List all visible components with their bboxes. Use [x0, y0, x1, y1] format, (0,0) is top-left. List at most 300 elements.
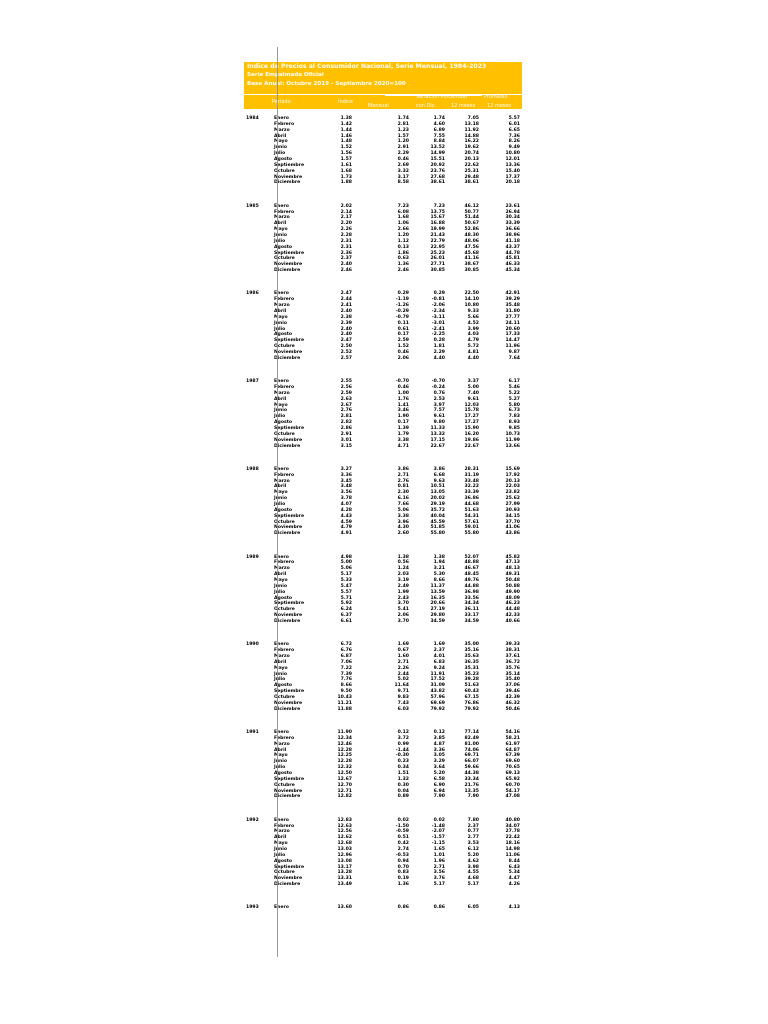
average-cell: 34.07 — [505, 823, 520, 829]
month-cell: Agosto — [274, 858, 293, 864]
index-cell: 6.37 — [340, 613, 352, 619]
monthly-change-cell: 0.29 — [397, 291, 409, 297]
dec-change-cell: 0.12 — [433, 730, 445, 736]
table-header-banner — [244, 62, 522, 109]
month-cell: Septiembre — [274, 162, 305, 168]
index-cell: 4.79 — [340, 525, 352, 531]
average-cell: 40.66 — [505, 619, 520, 625]
monthly-change-cell: 2.29 — [397, 151, 409, 157]
col-header-indice: Índice — [338, 99, 354, 105]
twelve-month-change-cell: 16.20 — [464, 431, 479, 437]
index-cell: 12.46 — [337, 741, 352, 747]
index-cell: 2.28 — [340, 233, 352, 239]
month-cell: Enero — [274, 905, 289, 911]
twelve-month-change-cell: 52.07 — [464, 554, 479, 560]
month-cell: Febrero — [274, 648, 295, 654]
monthly-change-cell: 0.70 — [397, 864, 409, 870]
monthly-change-cell: 0.19 — [397, 876, 409, 882]
monthly-change-cell: 0.81 — [397, 484, 409, 490]
dec-change-cell: 30.85 — [430, 268, 445, 274]
twelve-month-change-cell: 55.80 — [464, 531, 479, 537]
index-cell: 2.38 — [340, 314, 352, 320]
twelve-month-change-cell: 50.77 — [464, 209, 479, 215]
monthly-change-cell: 2.76 — [397, 478, 409, 484]
twelve-month-change-cell: 2.77 — [467, 835, 479, 841]
dec-change-cell: -2.25 — [431, 332, 445, 338]
monthly-change-cell: -0.29 — [395, 309, 409, 315]
average-cell: 7.64 — [508, 355, 520, 361]
average-cell: 17.37 — [505, 174, 520, 180]
dec-change-cell: -3.01 — [431, 320, 445, 326]
monthly-change-cell: -1.50 — [395, 823, 409, 829]
monthly-change-cell: 1.36 — [397, 882, 409, 888]
average-cell: 37.06 — [505, 683, 520, 689]
dec-change-cell: 9.80 — [433, 420, 445, 426]
dec-change-cell: 6.58 — [433, 776, 445, 782]
monthly-change-cell: 0.46 — [397, 350, 409, 356]
month-cell: Abril — [274, 221, 287, 227]
index-cell: 12.28 — [337, 747, 352, 753]
twelve-month-change-cell: 77.14 — [464, 730, 479, 736]
monthly-change-cell: 0.51 — [397, 835, 409, 841]
index-cell: 5.33 — [340, 578, 352, 584]
monthly-change-cell: 0.89 — [397, 794, 409, 800]
average-cell: 48.09 — [505, 595, 520, 601]
monthly-change-cell: 1.38 — [397, 554, 409, 560]
table-row — [244, 531, 522, 537]
twelve-month-change-cell: 35.23 — [464, 671, 479, 677]
index-cell: 2.46 — [340, 268, 352, 274]
monthly-change-cell: 2.06 — [397, 613, 409, 619]
average-cell: 7.36 — [508, 133, 520, 139]
month-cell: Septiembre — [274, 250, 305, 256]
average-cell: 4.26 — [508, 882, 520, 888]
month-cell: Diciembre — [274, 531, 301, 537]
month-cell: Enero — [274, 642, 289, 648]
dec-change-cell: 29.19 — [430, 502, 445, 508]
dec-change-cell: 19.99 — [430, 227, 445, 233]
index-cell: 12.83 — [337, 817, 352, 823]
dec-change-cell: 15.67 — [430, 215, 445, 221]
year-label: 1993 — [246, 905, 259, 911]
month-cell: Agosto — [274, 595, 293, 601]
twelve-month-change-cell: 44.68 — [464, 502, 479, 508]
index-cell: 2.36 — [340, 250, 352, 256]
monthly-change-cell: 3.86 — [397, 466, 409, 472]
twelve-month-change-cell: 67.15 — [464, 695, 479, 701]
month-cell: Marzo — [274, 303, 290, 309]
monthly-change-cell: 2.66 — [397, 227, 409, 233]
monthly-change-cell: 2.43 — [397, 595, 409, 601]
table-row — [244, 794, 522, 800]
month-cell: Agosto — [274, 244, 293, 250]
monthly-change-cell: 2.91 — [397, 145, 409, 151]
dec-change-cell: 7.57 — [433, 408, 445, 414]
index-cell: 2.40 — [340, 332, 352, 338]
dec-change-cell: 13.32 — [430, 431, 445, 437]
monthly-change-cell: 2.60 — [397, 531, 409, 537]
index-cell: 2.40 — [340, 309, 352, 315]
dec-change-cell: 26.01 — [430, 256, 445, 262]
index-cell: 1.73 — [340, 174, 352, 180]
month-cell: Enero — [274, 817, 289, 823]
monthly-change-cell: 1.32 — [397, 776, 409, 782]
average-cell: 20.60 — [505, 326, 520, 332]
index-cell: 4.91 — [340, 531, 352, 537]
dec-change-cell: -2.06 — [431, 303, 445, 309]
month-cell: Junio — [274, 671, 287, 677]
monthly-change-cell: 2.71 — [397, 472, 409, 478]
month-cell: Marzo — [274, 215, 290, 221]
average-cell: 8.93 — [508, 420, 520, 426]
month-cell: Diciembre — [274, 882, 301, 888]
year-label: 1990 — [246, 642, 259, 648]
twelve-month-change-cell: 51.63 — [464, 683, 479, 689]
month-cell: Noviembre — [274, 525, 303, 531]
monthly-change-cell: 11.64 — [394, 683, 409, 689]
twelve-month-change-cell: 44.88 — [464, 583, 479, 589]
average-cell: 35.76 — [505, 665, 520, 671]
month-cell: Noviembre — [274, 174, 303, 180]
month-cell: Agosto — [274, 157, 293, 163]
monthly-change-cell: 2.69 — [397, 162, 409, 168]
index-cell: 12.34 — [337, 735, 352, 741]
twelve-month-change-cell: 22.67 — [464, 443, 479, 449]
col-header-promedio: Promedio — [484, 94, 508, 100]
twelve-month-change-cell: 31.19 — [464, 472, 479, 478]
average-cell: 10.80 — [505, 151, 520, 157]
average-cell: 6.73 — [508, 408, 520, 414]
monthly-change-cell: 2.26 — [397, 665, 409, 671]
table-row — [244, 882, 522, 888]
twelve-month-change-cell: 3.98 — [467, 864, 479, 870]
month-cell: Septiembre — [274, 776, 305, 782]
index-cell: 2.81 — [340, 414, 352, 420]
dec-change-cell: 11.91 — [430, 671, 445, 677]
monthly-change-cell: 5.06 — [397, 507, 409, 513]
index-cell: 2.76 — [340, 408, 352, 414]
dec-change-cell: 20.02 — [430, 496, 445, 502]
dec-change-cell: 16.35 — [430, 595, 445, 601]
month-cell: Junio — [274, 583, 287, 589]
twelve-month-change-cell: 2.37 — [467, 823, 479, 829]
monthly-change-cell: 7.43 — [397, 700, 409, 706]
average-cell: 41.06 — [505, 525, 520, 531]
average-cell: 15.40 — [505, 168, 520, 174]
index-cell: 5.92 — [340, 601, 352, 607]
table-row — [244, 356, 522, 362]
dec-change-cell: 2.53 — [433, 396, 445, 402]
average-cell: 67.39 — [505, 753, 520, 759]
average-cell: 20.18 — [505, 180, 520, 186]
index-cell: 1.48 — [340, 139, 352, 145]
dec-change-cell: 27.68 — [430, 174, 445, 180]
year-label: 1986 — [246, 291, 259, 297]
col-header-dic: con Dic. — [416, 103, 437, 109]
month-cell: Julio — [274, 238, 286, 244]
month-cell: Noviembre — [274, 613, 303, 619]
twelve-month-change-cell: 51.63 — [464, 507, 479, 513]
twelve-month-change-cell: 5.20 — [467, 852, 479, 858]
month-cell: Marzo — [274, 829, 290, 835]
table-row — [244, 905, 522, 911]
dec-change-cell: 1.74 — [433, 116, 445, 121]
dec-change-cell: 4.01 — [433, 654, 445, 660]
dec-change-cell: 6.90 — [433, 782, 445, 788]
average-cell: 42.33 — [505, 613, 520, 619]
dec-change-cell: 11.33 — [430, 426, 445, 432]
average-cell: 61.97 — [505, 741, 520, 747]
month-cell: Junio — [274, 408, 287, 414]
average-cell: 9.87 — [508, 350, 520, 356]
twelve-month-change-cell: 17.27 — [464, 414, 479, 420]
monthly-change-cell: 1.52 — [397, 344, 409, 350]
monthly-change-cell: 1.06 — [397, 221, 409, 227]
month-cell: Enero — [274, 291, 289, 297]
twelve-month-change-cell: 11.92 — [464, 127, 479, 133]
index-cell: 6.72 — [340, 642, 352, 648]
monthly-change-cell: 1.24 — [397, 566, 409, 572]
index-cell: 5.47 — [340, 583, 352, 589]
index-cell: 1.46 — [340, 133, 352, 139]
average-cell: 39.29 — [505, 297, 520, 303]
monthly-change-cell: 3.32 — [397, 168, 409, 174]
dec-change-cell: -1.15 — [431, 841, 445, 847]
average-cell: 11.06 — [505, 852, 520, 858]
twelve-month-change-cell: 36.98 — [464, 589, 479, 595]
dec-change-cell: 11.37 — [430, 583, 445, 589]
monthly-change-cell: 8.58 — [397, 180, 409, 186]
dec-change-cell: 34.59 — [430, 619, 445, 625]
twelve-month-change-cell: 34.59 — [464, 619, 479, 625]
month-cell: Octubre — [274, 607, 295, 613]
index-cell: 12.32 — [337, 765, 352, 771]
index-cell: 2.26 — [340, 227, 352, 233]
month-cell: Octubre — [274, 695, 295, 701]
monthly-change-cell: 2.74 — [397, 847, 409, 853]
monthly-change-cell: 5.02 — [397, 677, 409, 683]
average-cell: 69.60 — [505, 759, 520, 765]
index-cell: 2.52 — [340, 350, 352, 356]
monthly-change-cell: 0.34 — [397, 765, 409, 771]
month-cell: Diciembre — [274, 443, 301, 449]
month-cell: Agosto — [274, 332, 293, 338]
index-cell: 6.61 — [340, 619, 352, 625]
twelve-month-change-cell: 34.34 — [464, 601, 479, 607]
col-header-periodo: Período — [272, 99, 291, 105]
index-cell: 12.63 — [337, 823, 352, 829]
month-cell: Agosto — [274, 507, 293, 513]
monthly-change-cell: -1.19 — [395, 297, 409, 303]
dec-change-cell: 51.85 — [430, 525, 445, 531]
month-cell: Abril — [274, 484, 287, 490]
monthly-change-cell: -1.44 — [395, 747, 409, 753]
twelve-month-change-cell: 4.79 — [467, 338, 479, 344]
month-cell: Abril — [274, 309, 287, 315]
monthly-change-cell: 0.17 — [397, 420, 409, 426]
monthly-change-cell: 0.23 — [397, 759, 409, 765]
monthly-change-cell: 1.69 — [397, 642, 409, 648]
month-cell: Noviembre — [274, 262, 303, 268]
index-cell: 12.71 — [337, 788, 352, 794]
index-cell: 2.63 — [340, 396, 352, 402]
month-cell: Marzo — [274, 566, 290, 572]
twelve-month-change-cell: 4.40 — [467, 355, 479, 361]
index-cell: 3.27 — [340, 466, 352, 472]
dec-change-cell: 29.80 — [430, 613, 445, 619]
average-cell: 24.11 — [505, 320, 520, 326]
year-label: 1984 — [246, 116, 259, 121]
twelve-month-change-cell: 5.00 — [467, 385, 479, 391]
average-cell: 20.13 — [505, 478, 520, 484]
index-cell: 7.39 — [340, 671, 352, 677]
index-cell: 3.36 — [340, 472, 352, 478]
average-cell: 38.31 — [505, 648, 520, 654]
average-cell: 37.61 — [505, 654, 520, 660]
index-cell: 2.31 — [340, 238, 352, 244]
dec-change-cell: -2.07 — [431, 829, 445, 835]
index-cell: 4.43 — [340, 513, 352, 519]
twelve-month-change-cell: 4.81 — [467, 350, 479, 356]
monthly-change-cell: 1.41 — [397, 402, 409, 408]
average-cell: 54.16 — [505, 730, 520, 736]
index-cell: 2.91 — [340, 431, 352, 437]
twelve-month-change-cell: 74.06 — [464, 747, 479, 753]
index-cell: 3.56 — [340, 490, 352, 496]
dec-change-cell: 3.05 — [433, 753, 445, 759]
average-cell: 13.66 — [505, 443, 520, 449]
month-cell: Octubre — [274, 344, 295, 350]
monthly-change-cell: 2.44 — [397, 671, 409, 677]
index-cell: 4.98 — [340, 554, 352, 560]
average-cell: 46.23 — [505, 601, 520, 607]
average-cell: 35.40 — [505, 677, 520, 683]
monthly-change-cell: 4.30 — [397, 525, 409, 531]
average-cell: 23.82 — [505, 490, 520, 496]
index-cell: 3.48 — [340, 484, 352, 490]
monthly-change-cell: 2.03 — [397, 572, 409, 578]
monthly-change-cell: 3.70 — [397, 601, 409, 607]
twelve-month-change-cell: 4.03 — [467, 332, 479, 338]
month-cell: Febrero — [274, 385, 295, 391]
monthly-change-cell: 0.17 — [397, 332, 409, 338]
dec-change-cell: 17.15 — [430, 437, 445, 443]
average-cell: 6.43 — [508, 864, 520, 870]
month-cell: Julio — [274, 326, 286, 332]
index-cell: 2.31 — [340, 244, 352, 250]
month-cell: Septiembre — [274, 601, 305, 607]
index-cell: 1.38 — [340, 116, 352, 121]
year-label: 1985 — [246, 203, 259, 209]
twelve-month-change-cell: 54.31 — [464, 513, 479, 519]
average-cell: 47.13 — [505, 560, 520, 566]
average-cell: 50.46 — [505, 706, 520, 712]
index-cell: 4.07 — [340, 502, 352, 508]
dec-change-cell: 0.86 — [433, 905, 445, 911]
index-cell: 13.17 — [337, 864, 352, 870]
average-cell: 35.14 — [505, 671, 520, 677]
dec-change-cell: 20.92 — [430, 162, 445, 168]
dec-change-cell: 40.04 — [430, 513, 445, 519]
monthly-change-cell: 1.00 — [397, 390, 409, 396]
monthly-change-cell: 1.20 — [397, 233, 409, 239]
dec-change-cell: -0.24 — [431, 385, 445, 391]
twelve-month-change-cell: 19.62 — [464, 145, 479, 151]
index-cell: 2.41 — [340, 303, 352, 309]
index-cell: 2.47 — [340, 291, 352, 297]
month-cell: Mayo — [274, 139, 288, 145]
index-cell: 2.56 — [340, 385, 352, 391]
dec-change-cell: 55.80 — [430, 531, 445, 537]
dec-change-cell: 69.69 — [430, 700, 445, 706]
index-cell: 2.50 — [340, 344, 352, 350]
twelve-month-change-cell: 36.11 — [464, 607, 479, 613]
twelve-month-change-cell: 59.01 — [464, 525, 479, 531]
monthly-change-cell: 9.71 — [397, 689, 409, 695]
monthly-change-cell: 0.13 — [397, 244, 409, 250]
dec-change-cell: 7.90 — [433, 794, 445, 800]
monthly-change-cell: 9.83 — [397, 695, 409, 701]
twelve-month-change-cell: 35.63 — [464, 654, 479, 660]
month-cell: Agosto — [274, 683, 293, 689]
average-cell: 5.57 — [508, 116, 520, 121]
month-cell: Enero — [274, 730, 289, 736]
average-cell: 60.70 — [505, 782, 520, 788]
monthly-change-cell: 0.56 — [397, 560, 409, 566]
twelve-month-change-cell: 57.61 — [464, 519, 479, 525]
index-cell: 2.44 — [340, 297, 352, 303]
dec-change-cell: 5.17 — [433, 882, 445, 888]
month-cell: Julio — [274, 765, 286, 771]
monthly-change-cell: 0.67 — [397, 648, 409, 654]
table-row — [244, 268, 522, 274]
twelve-month-change-cell: 7.90 — [467, 794, 479, 800]
twelve-month-change-cell: 52.86 — [464, 227, 479, 233]
month-cell: Septiembre — [274, 513, 305, 519]
index-cell: 13.03 — [337, 847, 352, 853]
twelve-month-change-cell: 5.66 — [467, 314, 479, 320]
twelve-month-change-cell: 81.00 — [464, 741, 479, 747]
dec-change-cell: 10.51 — [430, 484, 445, 490]
month-cell: Junio — [274, 233, 287, 239]
average-cell: 47.08 — [505, 794, 520, 800]
twelve-month-change-cell: 14.88 — [464, 133, 479, 139]
dec-change-cell: 3.29 — [433, 759, 445, 765]
dec-change-cell: 9.63 — [433, 478, 445, 484]
twelve-month-change-cell: 15.90 — [464, 426, 479, 432]
average-cell: 50.48 — [505, 578, 520, 584]
month-cell: Marzo — [274, 127, 290, 133]
dec-change-cell: 3.86 — [433, 466, 445, 472]
index-cell: 12.56 — [337, 829, 352, 835]
month-cell: Marzo — [274, 654, 290, 660]
monthly-change-cell: 1.99 — [397, 589, 409, 595]
dec-change-cell: -1.57 — [431, 835, 445, 841]
dec-change-cell: 1.65 — [433, 847, 445, 853]
index-cell: 2.40 — [340, 262, 352, 268]
dec-change-cell: 6.89 — [433, 127, 445, 133]
index-cell: 12.25 — [337, 753, 352, 759]
index-cell: 2.59 — [340, 390, 352, 396]
monthly-change-cell: 0.12 — [397, 730, 409, 736]
twelve-month-change-cell: 35.31 — [464, 665, 479, 671]
twelve-month-change-cell: 59.66 — [464, 765, 479, 771]
col-header-12m: 12 meses — [451, 103, 476, 109]
dec-change-cell: 5.20 — [433, 771, 445, 777]
index-cell: 12.50 — [337, 771, 352, 777]
dec-change-cell: 2.29 — [433, 350, 445, 356]
average-cell: 22.03 — [505, 484, 520, 490]
